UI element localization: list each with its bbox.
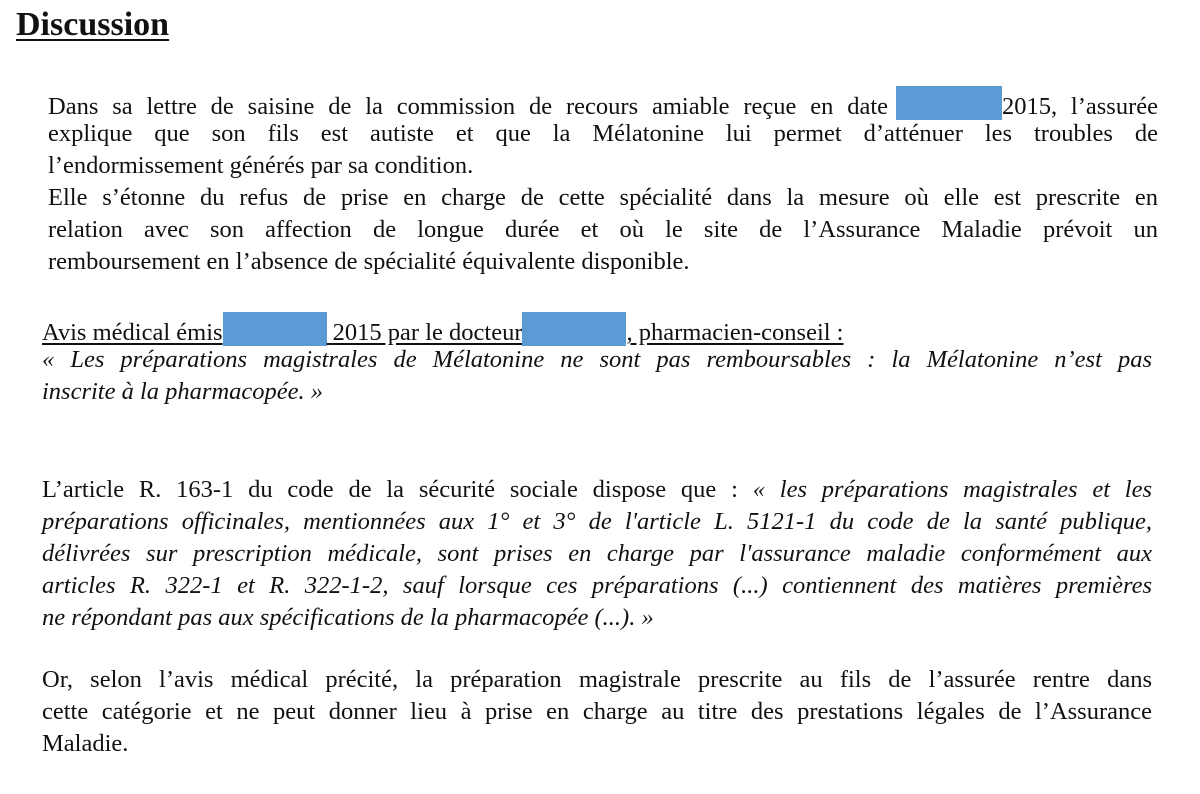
paragraph-line — [48, 86, 1158, 118]
text-span: « les préparations magistrales et les — [752, 476, 1153, 503]
paragraph-avis — [42, 312, 1152, 408]
text-span: 2015 par le docteur — [332, 319, 523, 346]
avis-heading — [42, 312, 1152, 344]
paragraph-line: l’endormissement générés par sa condition. — [48, 152, 474, 179]
paragraph-line: cette catégorie et ne peut donner lieu à prise en charge au titre des prestations légales de l’Assurance — [42, 698, 1152, 725]
paragraph-line: Or, selon l’avis médical précité, la préparation magistrale prescrite au fils de l’assurée rentre dans — [42, 666, 1152, 693]
text-span: , pharmacien-conseil : — [626, 319, 844, 346]
paragraph-line: Maladie. — [42, 730, 129, 757]
paragraph-line: préparations officinales, mentionnées aux 1° et 3° de l'article L. 5121-1 du code de la santé publique, — [42, 508, 1152, 535]
redaction-block — [522, 312, 626, 346]
redaction-block — [223, 312, 327, 346]
redaction-block — [896, 86, 1002, 120]
section-title: Discussion — [16, 6, 170, 43]
paragraph-saisine — [48, 86, 1158, 278]
avis-quote-line: « Les préparations magistrales de Mélatonine ne sont pas remboursables : la Mélatonine n’est pas — [42, 346, 1152, 373]
paragraph-article — [42, 474, 1152, 634]
avis-quote-line: inscrite à la pharmacopée. » — [42, 378, 324, 405]
paragraph-conclusion — [42, 664, 1152, 760]
paragraph-line: articles R. 322-1 et R. 322-1-2, sauf lorsque ces préparations (...) contiennent des matières premières — [42, 572, 1152, 599]
paragraph-line: remboursement en l’absence de spécialité équivalente disponible. — [48, 248, 690, 275]
paragraph-line: relation avec son affection de longue durée et où le site de l’Assurance Maladie prévoit un — [48, 216, 1158, 243]
text-span: Dans sa lettre de saisine de la commission de recours amiable reçue en date — [48, 93, 889, 120]
text-span: L’article R. 163-1 du code de la sécurité sociale dispose que : — [42, 476, 738, 503]
paragraph-line: Elle s’étonne du refus de prise en charge de cette spécialité dans la mesure où elle est prescrite en — [48, 184, 1158, 211]
paragraph-line — [42, 474, 1152, 506]
paragraph-line: délivrées sur prescription médicale, sont prises en charge par l'assurance maladie conformément aux — [42, 540, 1152, 567]
paragraph-line: ne répondant pas aux spécifications de la pharmacopée (...). » — [42, 604, 654, 631]
text-span: Avis médical émis — [42, 319, 223, 346]
paragraph-line: explique que son fils est autiste et que la Mélatonine lui permet d’atténuer les troubles de — [48, 120, 1158, 147]
text-span: 2015, l’assurée — [1001, 93, 1158, 120]
